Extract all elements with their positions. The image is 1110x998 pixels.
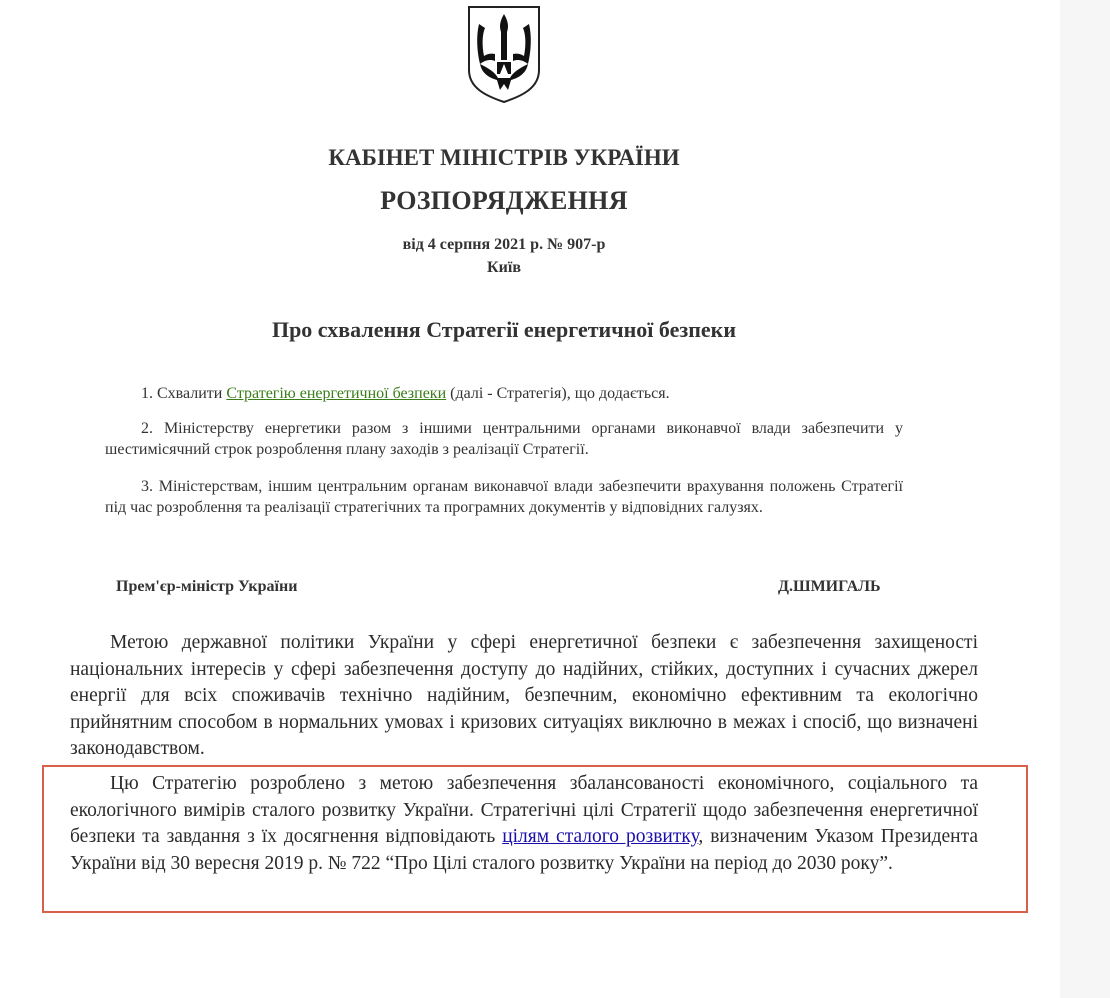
purpose-tail: , визначеним Указом Президента України від 30 вересня 2019 р. № 722 “Про Цілі сталого розвитку України на період до 2030 року”. bbox=[70, 826, 979, 874]
order-item-1 bbox=[105, 383, 903, 404]
organization-name: КАБІНЕТ МІНІСТРІВ УКРАЇНИ bbox=[328, 145, 680, 170]
page-gutter bbox=[1060, 0, 1110, 998]
signatory-position: Прем'єр-міністр України bbox=[116, 578, 298, 595]
document-city: Київ bbox=[487, 259, 521, 276]
sustainable-development-goals-link[interactable]: цілям сталого розвитку bbox=[502, 826, 699, 848]
document-type: РОЗПОРЯДЖЕННЯ bbox=[380, 186, 628, 215]
strategy-link[interactable]: Стратегію енергетичної безпеки bbox=[226, 385, 447, 402]
document-title: Про схвалення Стратегії енергетичної безпеки bbox=[271, 317, 737, 342]
strategy-purpose-paragraph bbox=[70, 771, 978, 877]
tryzub-coat-of-arms-icon bbox=[466, 4, 542, 104]
order-item-1-tail: (далі - Стратегія), що додається. bbox=[446, 385, 670, 402]
signatory-name: Д.ШМИГАЛЬ bbox=[778, 578, 881, 595]
strategy-goal-paragraph: Метою державної політики України у сфері енергетичної безпеки є забезпечення захищеності національних інтересів у сфері забезпечення доступу до надійних, стійких, доступних і сучасних джерел енергії для всіх споживачів технічно надійним, безпечним, економічно ефективним та екологічно прийнятним способом в нормальних умовах і кризових ситуаціях виключно в межах і спосіб, що визначені законодавством. bbox=[70, 632, 978, 760]
order-item-1-lead: 1. Схвалити bbox=[141, 385, 227, 402]
purpose-lead: Цю Стратегію розроблено з метою забезпечення збалансованості економічного, соціального та екологічного вимірів сталого розвитку України. Стратегічні цілі Стратегії щодо забезпечення енергетичної безпеки та завдання з їх досягнення відповідають bbox=[70, 773, 978, 848]
order-item-3: 3. Міністерствам, іншим центральним органам виконавчої влади забезпечити врахування положень Стратегії під час розроблення та реалізації стратегічних та програмних документів у відповідних галузях. bbox=[105, 478, 903, 516]
order-item-2: 2. Міністерству енергетики разом з іншими центральними органами виконавчої влади забезпечити у шестимісячний строк розроблення плану заходів з реалізації Стратегії. bbox=[105, 420, 903, 458]
document-date-number: від 4 серпня 2021 р. № 907-р bbox=[402, 236, 606, 253]
